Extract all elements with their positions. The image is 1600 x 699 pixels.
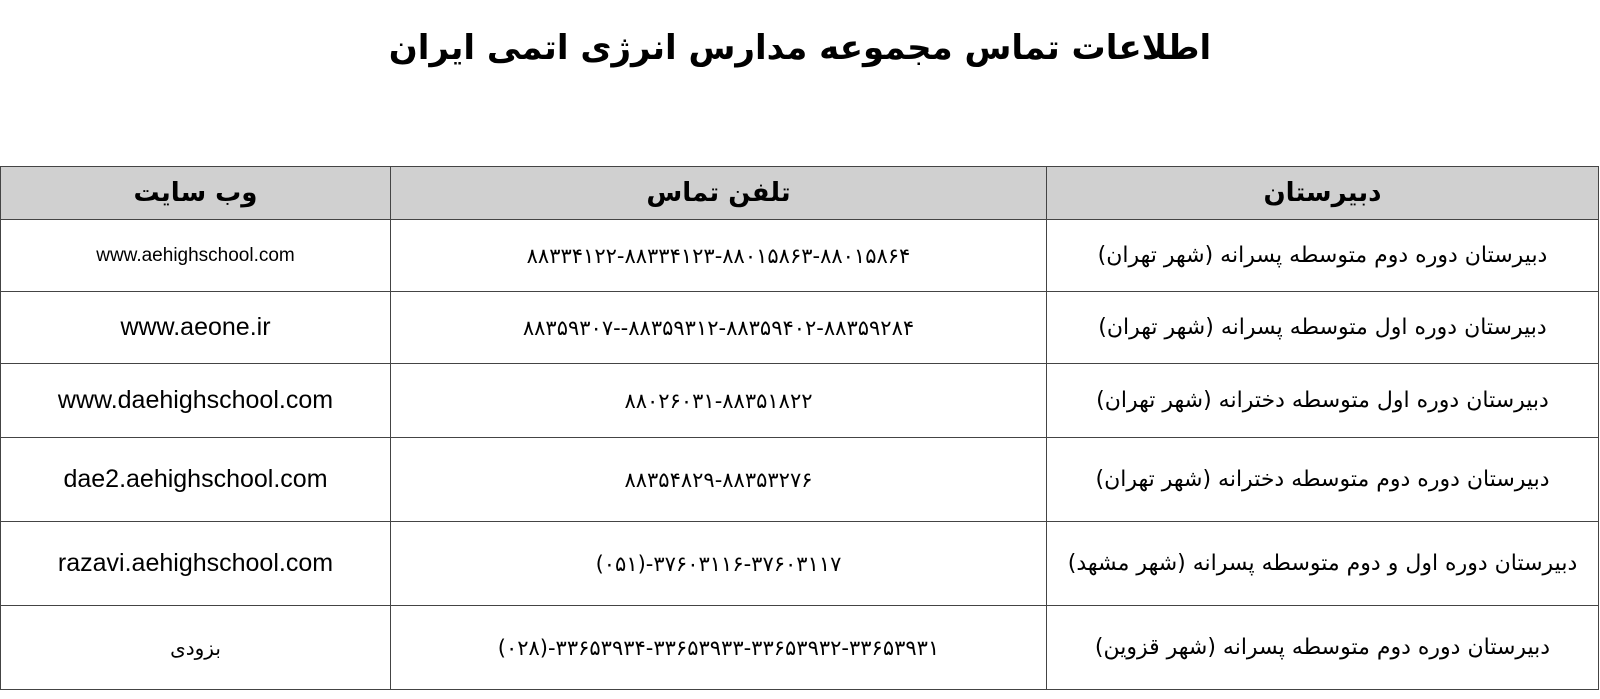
header-website: وب سایت <box>1 167 391 220</box>
phone-numbers: ۸۸۰۲۶۰۳۱-۸۸۳۵۱۸۲۲ <box>391 364 1047 438</box>
table-row <box>1 220 1599 292</box>
phone-numbers: (۰۵۱)-۳۷۶۰۳۱۱۶-۳۷۶۰۳۱۱۷ <box>391 522 1047 606</box>
school-name: دبیرستان دوره اول و دوم متوسطه پسرانه (شهر مشهد) <box>1047 522 1599 606</box>
table-row <box>1 364 1599 438</box>
school-name: دبیرستان دوره دوم متوسطه پسرانه (شهر تهران) <box>1047 220 1599 292</box>
contacts-table <box>0 166 1599 690</box>
page-title: اطلاعات تماس مجموعه مدارس انرژی اتمی ایران <box>388 28 1212 68</box>
table-row <box>1 606 1599 690</box>
table-header-row <box>1 167 1599 220</box>
phone-numbers: ۸۸۳۵۴۸۲۹-۸۸۳۵۳۲۷۶ <box>391 438 1047 522</box>
header-school: دبیرستان <box>1047 167 1599 220</box>
table-row <box>1 292 1599 364</box>
website-link[interactable]: www.daehighschool.com <box>1 364 391 438</box>
school-name: دبیرستان دوره اول متوسطه دخترانه (شهر تهران) <box>1047 364 1599 438</box>
website-link[interactable]: dae2.aehighschool.com <box>1 438 391 522</box>
table-row <box>1 438 1599 522</box>
website-link[interactable]: www.aehighschool.com <box>1 220 391 292</box>
website-status: بزودی <box>1 606 391 690</box>
phone-numbers: ۸۸۳۵۹۳۰۷--۸۸۳۵۹۳۱۲-۸۸۳۵۹۴۰۲-۸۸۳۵۹۲۸۴ <box>391 292 1047 364</box>
website-link[interactable]: www.aeone.ir <box>1 292 391 364</box>
website-link[interactable]: razavi.aehighschool.com <box>1 522 391 606</box>
school-name: دبیرستان دوره اول متوسطه پسرانه (شهر تهران) <box>1047 292 1599 364</box>
phone-numbers: ۸۸۳۳۴۱۲۲-۸۸۳۳۴۱۲۳-۸۸۰۱۵۸۶۳-۸۸۰۱۵۸۶۴ <box>391 220 1047 292</box>
table-row <box>1 522 1599 606</box>
school-name: دبیرستان دوره دوم متوسطه پسرانه (شهر قزوین) <box>1047 606 1599 690</box>
school-name: دبیرستان دوره دوم متوسطه دخترانه (شهر تهران) <box>1047 438 1599 522</box>
header-phone: تلفن تماس <box>391 167 1047 220</box>
phone-numbers: (۰۲۸)-۳۳۶۵۳۹۳۴-۳۳۶۵۳۹۳۳-۳۳۶۵۳۹۳۲-۳۳۶۵۳۹۳۱ <box>391 606 1047 690</box>
